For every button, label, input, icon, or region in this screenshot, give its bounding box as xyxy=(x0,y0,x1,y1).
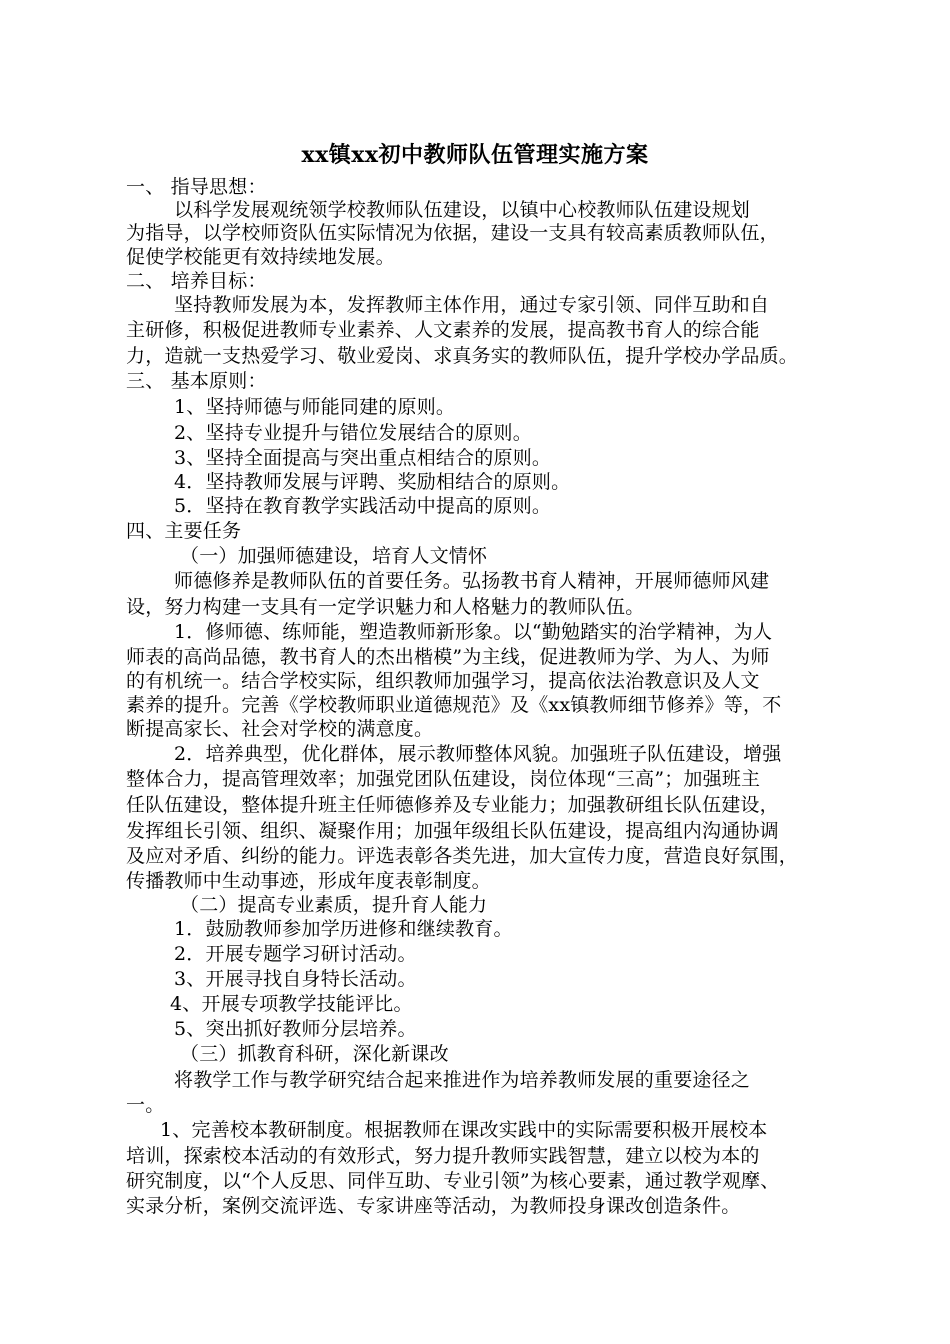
paragraph-line: 坚持教师发展为本，发挥教师主体作用，通过专家引领、同伴互助和自 xyxy=(174,294,770,316)
paragraph-line: 一。 xyxy=(126,1094,165,1116)
paragraph-line: 为指导，以学校师资队伍实际情况为依据，建设一支具有较高素质教师队伍， xyxy=(126,222,779,244)
subheading: （三）抓教育科研，深化新课改 xyxy=(180,1043,449,1065)
paragraph-line: 断提高家长、社会对学校的满意度。 xyxy=(126,718,434,740)
paragraph-line: 促使学校能更有效持续地发展。 xyxy=(126,246,395,268)
principle-item: 1、坚持师德与师能同建的原则。 xyxy=(174,396,456,418)
paragraph-line: 2．培养典型，优化群体，展示教师整体风貌。加强班子队伍建设，增强 xyxy=(174,743,782,765)
principle-item: 4．坚持教师发展与评聘、奖励相结合的原则。 xyxy=(174,471,571,493)
paragraph-line: 师德修养是教师队伍的首要任务。弘扬教书育人精神，开展师德师风建 xyxy=(174,570,770,592)
paragraph-line: 任队伍建设，整体提升班主任师德修养及专业能力；加强教研组长队伍建设， xyxy=(126,794,779,816)
subheading: （一）加强师德建设，培育人文情怀 xyxy=(180,545,488,567)
paragraph-line: 将教学工作与教学研究结合起来推进作为培养教师发展的重要途径之 xyxy=(174,1069,751,1091)
paragraph-line: 力，造就一支热爱学习、敬业爱岗、求真务实的教师队伍，提升学校办学品质。 xyxy=(126,345,799,367)
principle-item: 5．坚持在教育教学实践活动中提高的原则。 xyxy=(174,495,552,517)
paragraph-line: 传播教师中生动事迹，形成年度表彰制度。 xyxy=(126,870,491,892)
heading-main-tasks: 四、主要任务 xyxy=(126,520,242,542)
paragraph-line: 研究制度，以“个人反思、同伴互助、专业引领”为核心要素，通过教学观摩、 xyxy=(126,1170,780,1192)
principle-item: 3、坚持全面提高与突出重点相结合的原则。 xyxy=(174,447,552,469)
list-item: 1．鼓励教师参加学历进修和继续教育。 xyxy=(174,918,513,940)
paragraph-line: 培训，探索校本活动的有效形式，努力提升教师实践智慧，建立以校为本的 xyxy=(126,1145,760,1167)
paragraph-line: 整体合力，提高管理效率；加强党团队伍建设，岗位体现“三高”；加强班主 xyxy=(126,768,761,790)
paragraph-line: 发挥组长引领、组织、凝聚作用；加强年级组长队伍建设，提高组内沟通协调 xyxy=(126,820,779,842)
list-item: 2．开展专题学习研讨活动。 xyxy=(174,943,417,965)
list-item: 4、开展专项教学技能评比。 xyxy=(170,993,413,1015)
paragraph-line: 1、完善校本教研制度。根据教师在课改实践中的实际需要积极开展校本 xyxy=(160,1119,768,1141)
paragraph-line: 以科学发展观统领学校教师队伍建设，以镇中心校教师队伍建设规划 xyxy=(174,199,751,221)
list-item: 3、开展寻找自身特长活动。 xyxy=(174,968,417,990)
subheading: （二）提高专业素质，提升育人能力 xyxy=(180,894,488,916)
list-item: 5、突出抓好教师分层培养。 xyxy=(174,1018,417,1040)
paragraph-line: 主研修，积极促进教师专业素养、人文素养的发展，提高教书育人的综合能 xyxy=(126,319,760,341)
heading-basic-principles: 三、 基本原则： xyxy=(126,370,267,392)
paragraph-line: 素养的提升。完善《学校教师职业道德规范》及《xx镇教师细节修养》等，不 xyxy=(126,694,782,716)
paragraph-line: 的有机统一。结合学校实际，组织教师加强学习，提高依法治教意识及人文 xyxy=(126,670,760,692)
heading-guiding-ideology: 一、 指导思想： xyxy=(126,176,267,198)
paragraph-line: 设，努力构建一支具有一定学识魅力和人格魅力的教师队伍。 xyxy=(126,596,645,618)
heading-training-goals: 二、 培养目标： xyxy=(126,270,267,292)
principle-item: 2、坚持专业提升与错位发展结合的原则。 xyxy=(174,422,532,444)
paragraph-line: 师表的高尚品德，教书育人的杰出楷模”为主线，促进教师为学、为人、为师 xyxy=(126,646,770,668)
document-title: xx镇xx初中教师队伍管理实施方案 xyxy=(301,142,649,168)
paragraph-line: 及应对矛盾、纠纷的能力。评选表彰各类先进，加大宣传力度，营造良好氛围， xyxy=(126,845,799,867)
paragraph-line: 1．修师德、练师能，塑造教师新形象。以“勤勉踏实的治学精神，为人 xyxy=(174,621,773,643)
paragraph-line: 实录分析，案例交流评选、专家讲座等活动，为教师投身课改创造条件。 xyxy=(126,1195,741,1217)
